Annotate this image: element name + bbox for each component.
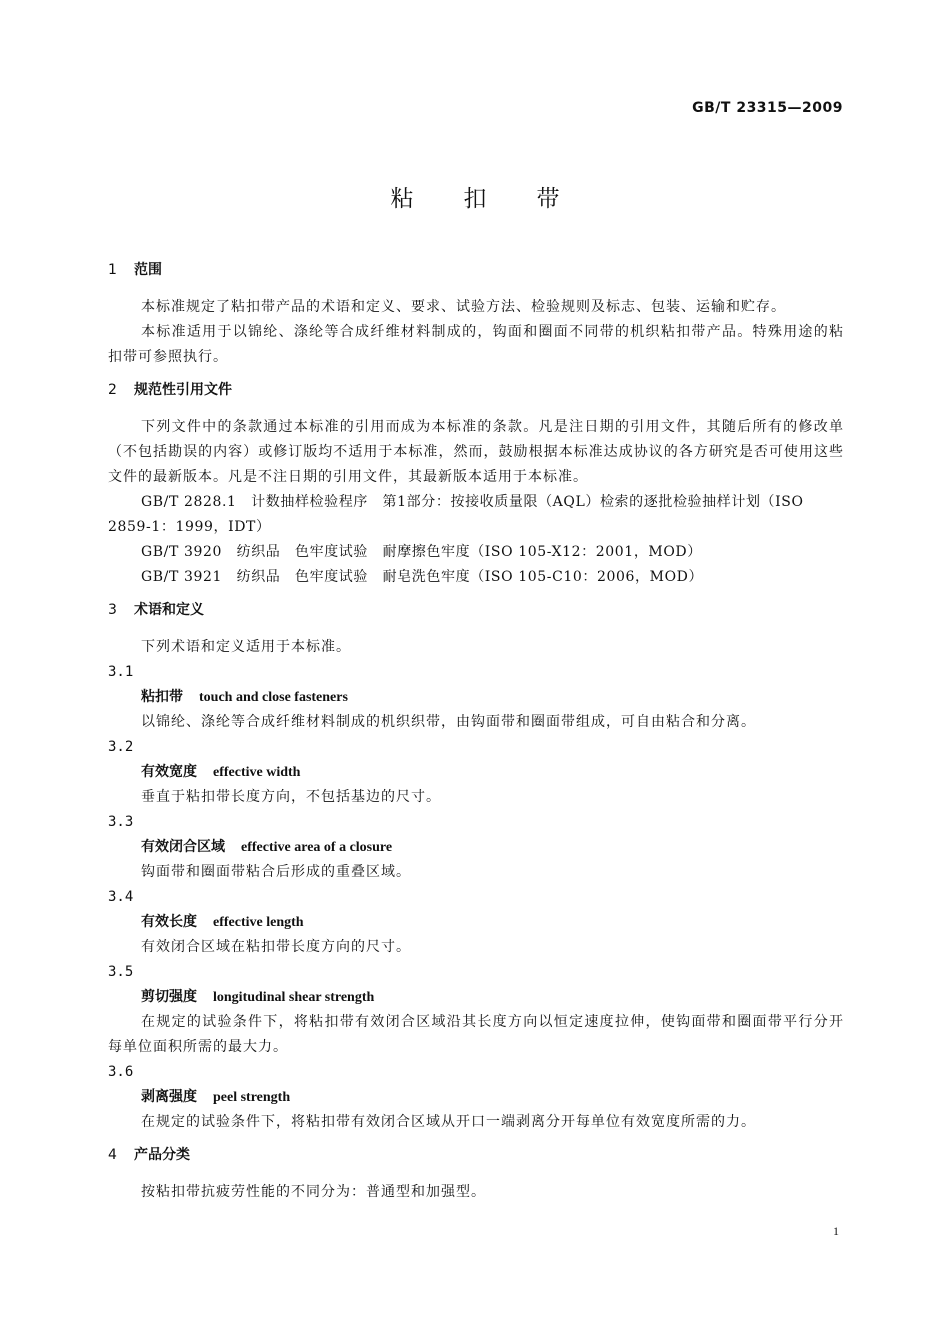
paragraph: 本标准适用于以锦纶、涤纶等合成纤维材料制成的，钩面和圈面不同带的机织粘扣带产品。特殊用途的粘扣带可参照执行。 [108, 324, 844, 365]
term-definition: 垂直于粘扣带长度方向，不包括基边的尺寸。 [141, 789, 441, 805]
section-heading-classification [108, 1143, 844, 1168]
term-name: 剪切强度 longitudinal shear strength [141, 989, 375, 1005]
section-title: 产品分类 [134, 1147, 190, 1163]
section-number: 1 [108, 262, 117, 278]
section-heading-terms [108, 598, 844, 623]
term-number: 3.4 [108, 889, 134, 905]
paragraph: 按粘扣带抗疲劳性能的不同分为：普通型和加强型。 [141, 1184, 486, 1200]
document-body [108, 258, 844, 1205]
term-definition: 有效闭合区域在粘扣带长度方向的尺寸。 [141, 939, 411, 955]
section-heading-normative-references [108, 378, 844, 403]
paragraph: 下列文件中的条款通过本标准的引用而成为本标准的条款。凡是注日期的引用文件，其随后所有的修改单（不包括勘误的内容）或修订版均不适用于本标准，然而，鼓励根据本标准达成协议的各方研究是否可使用这些文件的最新版本。凡是不注日期的引用文件，其最新版本适用于本标准。 [108, 419, 844, 485]
term-name: 剥离强度 peel strength [141, 1089, 291, 1105]
term-name: 有效宽度 effective width [141, 764, 301, 780]
term-entry [108, 1060, 844, 1135]
paragraph: 下列术语和定义适用于本标准。 [141, 639, 351, 655]
reference-item: GB/T 2828.1 计数抽样检验程序 第1部分：按接收质量限（AQL）检索的逐批检验抽样计划（ISO 2859-1：1999，IDT） [108, 494, 804, 535]
section-title: 范围 [134, 262, 162, 278]
page-number: 1 [833, 1224, 839, 1238]
section-title: 规范性引用文件 [134, 382, 232, 398]
term-definition: 以锦纶、涤纶等合成纤维材料制成的机织织带，由钩面带和圈面带组成，可自由粘合和分离。 [141, 714, 756, 730]
term-definition: 在规定的试验条件下，将粘扣带有效闭合区域从开口一端剥离分开每单位有效宽度所需的力。 [141, 1114, 756, 1130]
term-number: 3.3 [108, 814, 134, 830]
reference-item: GB/T 3920 纺织品 色牢度试验 耐摩擦色牢度（ISO 105-X12：2001，MOD） [141, 544, 702, 560]
term-entry [108, 810, 844, 885]
section-number: 4 [108, 1147, 117, 1163]
term-number: 3.5 [108, 964, 134, 980]
term-definition: 在规定的试验条件下，将粘扣带有效闭合区域沿其长度方向以恒定速度拉伸，使钩面带和圈面带平行分开每单位面积所需的最大力。 [108, 1014, 844, 1055]
standard-code: GB/T 23315—2009 [692, 100, 843, 116]
term-definition: 钩面带和圈面带粘合后形成的重叠区域。 [141, 864, 411, 880]
section-number: 2 [108, 382, 117, 398]
term-name: 有效闭合区域 effective area of a closure [141, 839, 393, 855]
term-name: 粘扣带 touch and close fasteners [141, 689, 348, 705]
term-entry [108, 960, 844, 1060]
reference-item: GB/T 3921 纺织品 色牢度试验 耐皂洗色牢度（ISO 105-C10：2006，MOD） [141, 569, 704, 585]
section-heading-scope [108, 258, 844, 283]
document-title: 粘扣带 [390, 186, 610, 212]
term-name: 有效长度 effective length [141, 914, 304, 930]
term-number: 3.2 [108, 739, 134, 755]
term-entry [108, 735, 844, 810]
section-title: 术语和定义 [134, 602, 204, 618]
paragraph: 本标准规定了粘扣带产品的术语和定义、要求、试验方法、检验规则及标志、包装、运输和贮存。 [141, 299, 786, 315]
term-number: 3.6 [108, 1064, 134, 1080]
section-number: 3 [108, 602, 117, 618]
term-entry [108, 660, 844, 735]
term-entry [108, 885, 844, 960]
term-number: 3.1 [108, 664, 134, 680]
